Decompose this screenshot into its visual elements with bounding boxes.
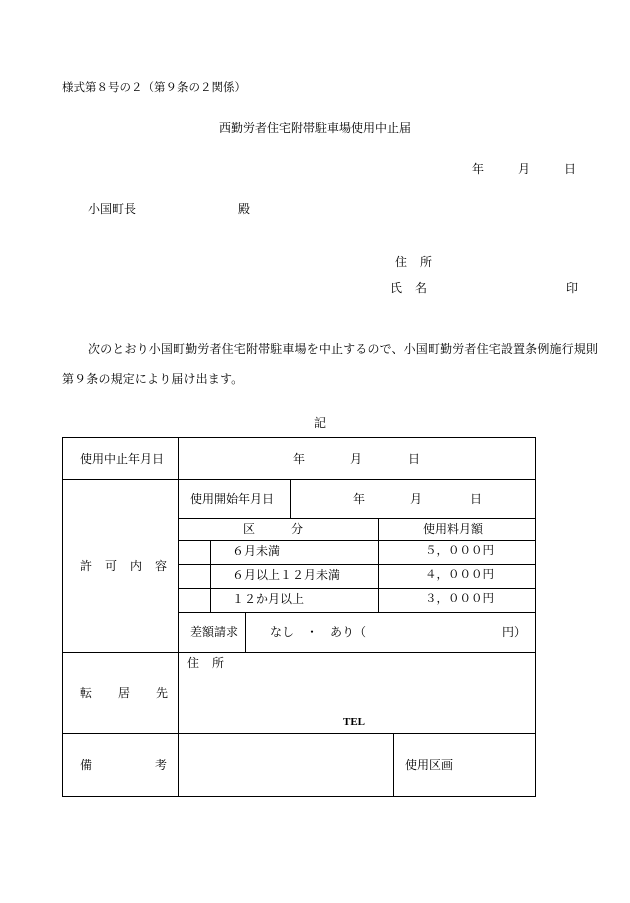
date-year: 年 (472, 162, 485, 176)
addressee-name: 小国町長 (88, 202, 137, 216)
move-tel-label: TEL (343, 716, 366, 728)
body-line-1: 次のとおり小国町勤労者住宅附帯駐車場を中止するので、小国町勤労者住宅設置条例施行規則 (88, 342, 599, 356)
start-date-label: 使用開始年月日 (190, 492, 275, 506)
form-number: 様式第８号の２（第９条の２関係） (62, 82, 246, 94)
move-address-label: 住 所 (187, 656, 225, 670)
fee-row-category: １２か月以上 (232, 592, 305, 606)
stop-date-day: 日 (408, 452, 421, 466)
ki-mark: 記 (314, 416, 327, 430)
body-line-2: 第９条の規定により届け出ます。 (62, 372, 244, 386)
seal-label: 印 (566, 281, 579, 295)
diff-claim-options: なし ・ あり（ (270, 625, 367, 639)
stop-date-month: 月 (350, 452, 363, 466)
diff-claim-label: 差額請求 (190, 625, 239, 639)
date-day: 日 (564, 162, 577, 176)
start-date-year: 年 (353, 492, 366, 506)
form-title: 西勤労者住宅附帯駐車場使用中止届 (218, 121, 411, 135)
fee-row-amount: ５，０００円 (425, 545, 494, 557)
fee-row-category: ６月以上１２月未満 (232, 568, 341, 582)
stop-date-year: 年 (293, 452, 306, 466)
applicant-address-label: 住 所 (395, 255, 433, 269)
remarks-label: 備 考 (80, 758, 181, 772)
fee-row-category: ６月未満 (232, 544, 281, 558)
fee-row-amount: ４，０００円 (425, 569, 494, 581)
stop-date-label: 使用中止年月日 (80, 452, 165, 466)
category-header: 区 分 (243, 522, 304, 536)
fee-header: 使用料月額 (423, 522, 484, 536)
permit-label: 許 可 内 容 (80, 559, 168, 573)
addressee-honorific: 殿 (238, 202, 251, 216)
move-label: 転 居 先 (80, 686, 176, 700)
date-month: 月 (518, 162, 531, 176)
start-date-day: 日 (470, 492, 483, 506)
parking-lot-label: 使用区画 (405, 758, 454, 772)
fee-row-amount: ３，０００円 (425, 593, 494, 605)
start-date-month: 月 (410, 492, 423, 506)
diff-claim-suffix: 円） (502, 625, 527, 639)
table-outer-border (63, 438, 536, 797)
applicant-name-label: 氏 名 (390, 281, 428, 295)
